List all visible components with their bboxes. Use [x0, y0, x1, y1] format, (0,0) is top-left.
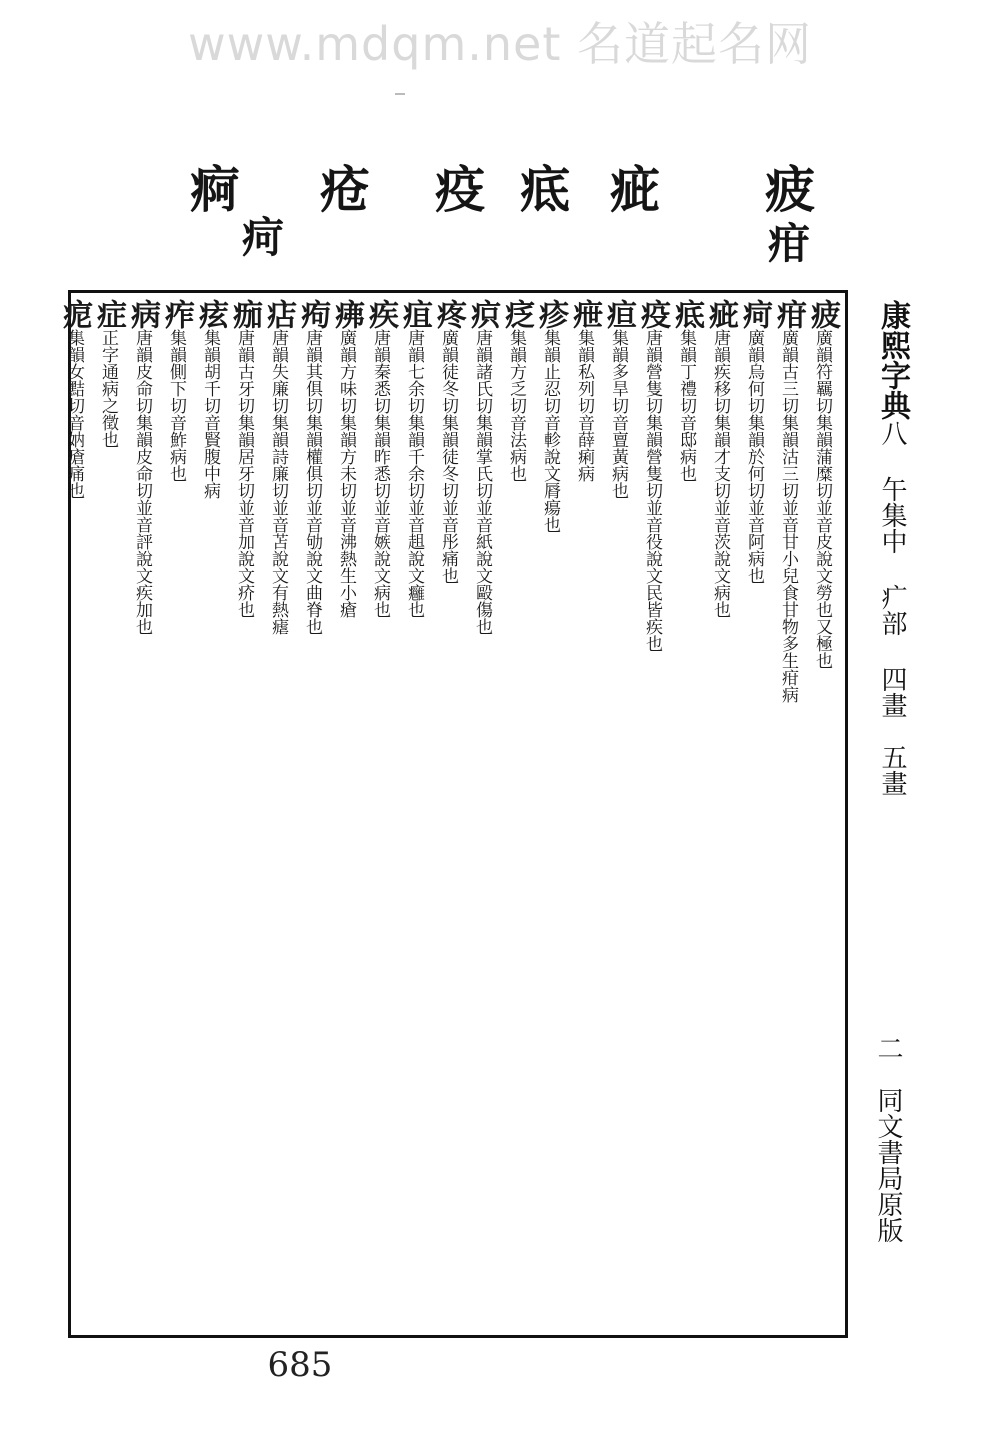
entry-headword: 疳	[771, 299, 806, 329]
entry	[261, 299, 295, 1329]
entry-text: 唐韻秦悉切集韻昨悉切並音嫉說文病也	[370, 329, 390, 618]
entry-text: 集韻側下切音鮓病也	[166, 329, 186, 482]
volume-label: 八	[877, 420, 907, 446]
entry	[669, 299, 703, 1329]
entry-headword: 疫	[635, 299, 670, 329]
section-label: 午集中	[877, 476, 907, 554]
radical-label: 疒部	[877, 584, 907, 636]
entry-headword: 疲	[805, 299, 840, 329]
entry-headword: 疺	[499, 299, 534, 329]
entry-headword: 疻	[465, 299, 500, 329]
entry	[431, 299, 465, 1329]
entry-text: 廣韻烏何切集韻於何切並音阿病也	[744, 329, 764, 584]
seal-glyph: 疳	[768, 219, 807, 268]
entry	[227, 299, 261, 1329]
entry-text: 集韻方乏切音法病也	[506, 329, 526, 482]
dictionary-entries	[57, 299, 840, 1329]
book-title: 康熙字典	[875, 300, 910, 420]
entry-text: 廣韻徒冬切集韻徒冬切並音彤痛也	[438, 329, 458, 584]
entry-text: 正字通病之徵也	[98, 329, 118, 448]
entry-text: 集韻胡千切音賢腹中病	[200, 329, 220, 499]
entry	[533, 299, 567, 1329]
entry	[567, 299, 601, 1329]
page-number: 685	[267, 1345, 333, 1385]
entry	[193, 299, 227, 1329]
entry-headword: 痁	[261, 299, 296, 329]
seal-glyph: 疮	[320, 160, 366, 219]
entry-text: 唐韻失廉切集韻詩廉切並音苫說文有熱瘧	[268, 329, 288, 635]
entry	[91, 299, 125, 1329]
entry-text: 集韻多旱切音亶黃病也	[608, 329, 628, 499]
entry-headword: 痆	[57, 299, 92, 329]
seal-glyph: 疫	[435, 160, 481, 219]
entry-headword: 痂	[227, 299, 262, 329]
entry-headword: 疴	[737, 299, 772, 329]
entry-text: 唐韻營隻切集韻營隻切並音役說文民皆疾也	[642, 329, 662, 652]
entry-text: 集韻女黠切音妠瘡痛也	[64, 329, 84, 499]
entry-text: 唐韻諸氏切集韻掌氏切並音紙說文毆傷也	[472, 329, 492, 635]
entry	[159, 299, 193, 1329]
seal-script-row	[190, 160, 830, 285]
entry-text: 集韻私列切音薛痢病	[574, 329, 594, 482]
entry	[499, 299, 533, 1329]
entry-headword: 疼	[431, 299, 466, 329]
entry-headword: 疶	[567, 299, 602, 329]
seal-glyph: 疲	[765, 160, 811, 219]
entry	[57, 299, 91, 1329]
entry-text: 唐韻皮命切集韻皮命切並音評說文疾加也	[132, 329, 152, 635]
strokes-label: 四畫 五畫	[877, 666, 907, 796]
seal-glyph: 疴	[242, 213, 281, 262]
entry-headword: 症	[91, 299, 126, 329]
entry-headword: 疸	[601, 299, 636, 329]
main-text-frame	[57, 290, 848, 1338]
entry	[601, 299, 635, 1329]
entry-headword: 病	[125, 299, 160, 329]
entry	[125, 299, 159, 1329]
entry	[737, 299, 771, 1329]
entry	[635, 299, 669, 1329]
entry-text: 唐韻古牙切集韻居牙切並音加說文疥也	[234, 329, 254, 618]
entry	[295, 299, 329, 1329]
watermark-text: www.mdqm.net 名道起名网	[187, 17, 813, 71]
entry-headword: 疿	[329, 299, 364, 329]
entry-headword: 疽	[397, 299, 432, 329]
entry	[703, 299, 737, 1329]
entry-text: 唐韻七余切集韻千余切並音趄說文癰也	[404, 329, 424, 618]
seal-glyph: 疷	[520, 160, 566, 219]
entry-headword: 痃	[193, 299, 228, 329]
entry	[363, 299, 397, 1329]
top-divider	[395, 93, 405, 95]
seal-glyph: 痾	[190, 160, 236, 219]
entry-headword: 痀	[295, 299, 330, 329]
entry	[771, 299, 805, 1329]
entry-text: 廣韻古三切集韻沽三切並音甘小兒食甘物多生疳病	[778, 329, 798, 703]
entry-headword: 疵	[703, 299, 738, 329]
publisher-note: 二 同文書局原版	[873, 1035, 903, 1243]
entry	[805, 299, 839, 1329]
entry	[397, 299, 431, 1329]
entry-headword: 疷	[669, 299, 704, 329]
entry-headword: 疹	[533, 299, 568, 329]
entry-text: 唐韻其俱切集韻權俱切並音劬說文曲脊也	[302, 329, 322, 635]
entry-text: 廣韻方味切集韻方未切並音沸熱生小瘡	[336, 329, 356, 618]
entry	[465, 299, 499, 1329]
entry-text: 唐韻疾移切集韻才支切並音茨說文病也	[710, 329, 730, 618]
seal-glyph: 疵	[610, 160, 656, 219]
entry-headword: 痄	[159, 299, 194, 329]
entry-text: 集韻止忍切音軫說文脣瘍也	[540, 329, 560, 533]
entry-headword: 疾	[363, 299, 398, 329]
entry	[329, 299, 363, 1329]
entry-text: 廣韻符羈切集韻蒲糜切並音皮說文勞也又極也	[812, 329, 832, 669]
entry-text: 集韻丁禮切音邸病也	[676, 329, 696, 482]
